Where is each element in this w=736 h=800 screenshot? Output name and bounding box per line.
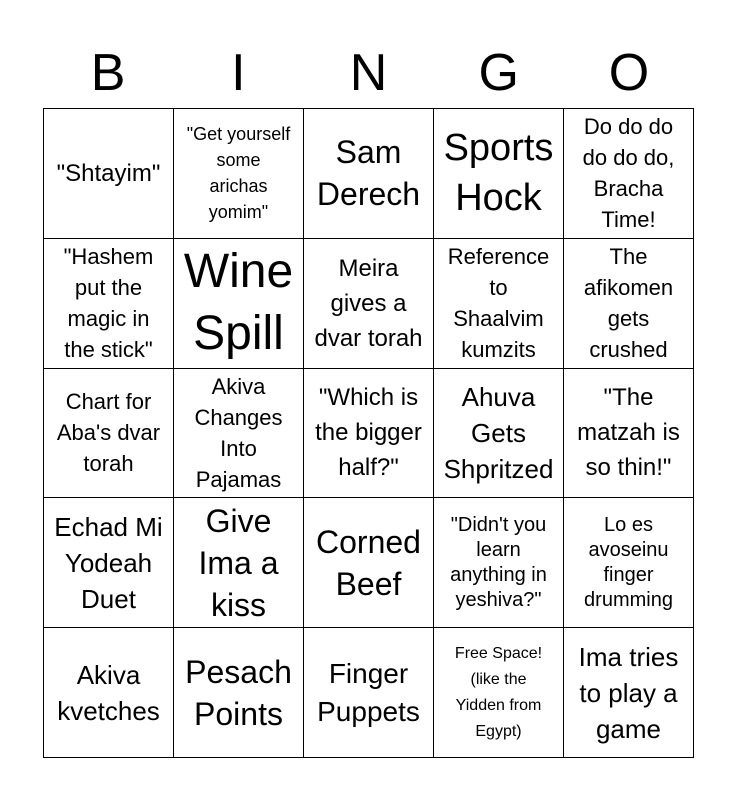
bingo-cell-r5c1[interactable]	[44, 628, 174, 758]
bingo-cell-r4c3[interactable]	[304, 498, 434, 628]
bingo-cell-r2c3[interactable]	[304, 239, 434, 369]
header-letter-o: O	[608, 44, 650, 102]
bingo-cell-r4c1[interactable]	[44, 498, 174, 628]
bingo-cell-r2c5[interactable]	[564, 239, 694, 369]
bingo-cell-text: Pesach Points	[185, 653, 292, 732]
bingo-cell-text: The afikomen gets crushed	[583, 244, 674, 363]
bingo-cell-text: Reference to Shaalvim kumzits	[447, 244, 550, 363]
bingo-cell-r2c2[interactable]	[174, 239, 304, 369]
bingo-cell-text: Sam Derech	[316, 134, 421, 213]
bingo-cell-r1c1[interactable]	[44, 109, 174, 239]
bingo-cell-r5c4[interactable]	[434, 628, 564, 758]
bingo-cell-text: Corned Beef	[316, 523, 421, 602]
bingo-cell-r1c3[interactable]	[304, 109, 434, 239]
bingo-cell-r3c4[interactable]	[434, 369, 564, 499]
bingo-cell-text: Ahuva Gets Shpritzed	[443, 381, 554, 484]
bingo-cell-text: "Hashem put the magic in the stick"	[63, 244, 154, 363]
bingo-cell-text: Free Space! (like the Yidden from Egypt)	[454, 644, 543, 740]
bingo-cell-text: Wine Spill	[183, 245, 294, 361]
bingo-cell-r5c3[interactable]	[304, 628, 434, 758]
bingo-cell-text: Ima tries to play a game	[578, 641, 679, 744]
bingo-cell-r3c1[interactable]	[44, 369, 174, 499]
bingo-cell-text: Finger Puppets	[317, 657, 420, 727]
header-letter-i: I	[231, 44, 246, 102]
bingo-cell-r3c3[interactable]	[304, 369, 434, 499]
bingo-cell-text: "Shtayim"	[56, 159, 161, 187]
bingo-cell-r1c2[interactable]	[174, 109, 304, 239]
bingo-cell-r1c4[interactable]	[434, 109, 564, 239]
bingo-cell-r4c2[interactable]	[174, 498, 304, 628]
bingo-cell-text: Meira gives a dvar torah	[314, 254, 423, 352]
bingo-cell-text: "Which is the bigger half?"	[315, 384, 422, 482]
bingo-cell-r5c2[interactable]	[174, 628, 304, 758]
header-letter-b: B	[90, 44, 126, 102]
bingo-cell-text: Akiva Changes Into Pajamas	[194, 373, 283, 492]
bingo-cell-text: Do do do do do do, Bracha Time!	[582, 114, 675, 233]
header-letter-g: G	[478, 44, 519, 102]
bingo-card-grid	[43, 108, 694, 758]
bingo-cell-text: Chart for Aba's dvar torah	[56, 389, 161, 477]
bingo-cell-r2c4[interactable]	[434, 239, 564, 369]
bingo-cell-text: Echad Mi Yodeah Duet	[54, 511, 163, 614]
header-letter-n: N	[349, 44, 388, 102]
bingo-cell-text: "Didn't you learn anything in yeshiva?"	[450, 513, 547, 611]
bingo-cell-r3c2[interactable]	[174, 369, 304, 499]
bingo-cell-r2c1[interactable]	[44, 239, 174, 369]
bingo-cell-r4c5[interactable]	[564, 498, 694, 628]
bingo-cell-text: Sports Hock	[443, 127, 554, 220]
bingo-cell-text: Akiva kvetches	[57, 659, 160, 726]
bingo-cell-r3c5[interactable]	[564, 369, 694, 499]
bingo-cell-text: "The matzah is so thin!"	[577, 384, 680, 482]
bingo-cell-text: Lo es avoseinu finger drumming	[584, 513, 673, 611]
bingo-cell-text: "Get yourself some arichas yomim"	[186, 124, 291, 223]
bingo-cell-text: Give Ima a kiss	[198, 502, 279, 623]
bingo-header	[43, 40, 694, 106]
bingo-cell-r1c5[interactable]	[564, 109, 694, 239]
bingo-cell-r4c4[interactable]	[434, 498, 564, 628]
bingo-cell-r5c5[interactable]	[564, 628, 694, 758]
